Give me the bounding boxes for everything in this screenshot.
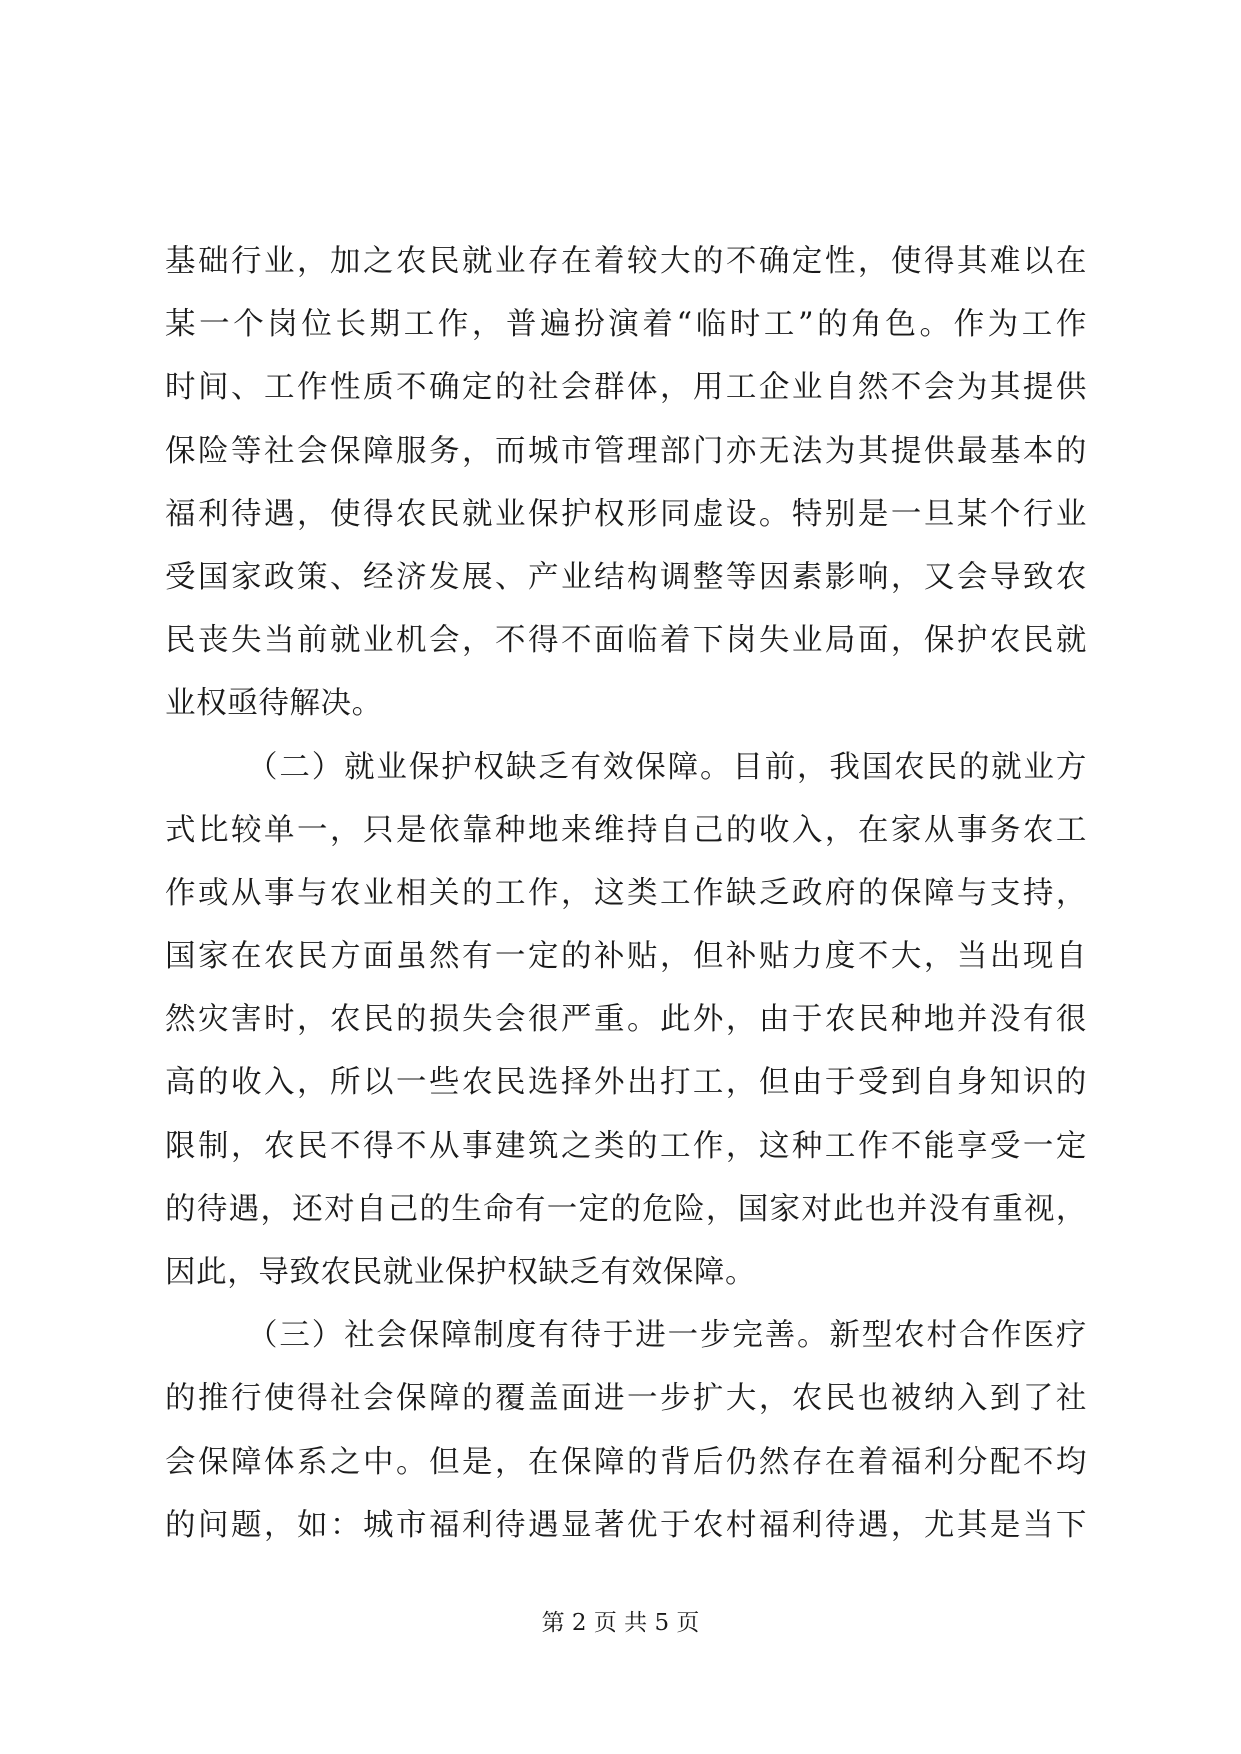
- text-line: 的待遇，还对自己的生命有一定的危险，国家对此也并没有重视，: [165, 1191, 1087, 1227]
- text-line: 业权亟待解决。: [165, 686, 383, 722]
- text-line: 限制，农民不得不从事建筑之类的工作，这种工作不能享受一定: [165, 1128, 1087, 1164]
- paragraph-3: [165, 1304, 1087, 1557]
- paragraph-2: [165, 736, 1087, 1305]
- document-body: [165, 230, 1087, 1557]
- text-line: 然灾害时，农民的损失会很严重。此外，由于农民种地并没有很: [165, 1002, 1087, 1038]
- text-line: （二）就业保护权缺乏有效保障。目前，我国农民的就业方: [247, 749, 1087, 785]
- text-line: 的问题，如：城市福利待遇显著优于农村福利待遇，尤其是当下: [165, 1507, 1087, 1543]
- text-line: 福利待遇，使得农民就业保护权形同虚设。特别是一旦某个行业: [165, 496, 1087, 532]
- text-line: 会保障体系之中。但是，在保障的背后仍然存在着福利分配不均: [165, 1444, 1087, 1480]
- text-line: 式比较单一，只是依靠种地来维持自己的收入，在家从事务农工: [165, 812, 1087, 848]
- text-line: 民丧失当前就业机会，不得不面临着下岗失业局面，保护农民就: [165, 623, 1087, 659]
- text-line: 作或从事与农业相关的工作，这类工作缺乏政府的保障与支持，: [165, 875, 1087, 911]
- text-line: 保险等社会保障服务，而城市管理部门亦无法为其提供最基本的: [165, 433, 1087, 469]
- paragraph-1: [165, 230, 1087, 736]
- text-line: 的推行使得社会保障的覆盖面进一步扩大，农民也被纳入到了社: [165, 1381, 1087, 1417]
- text-line: （三）社会保障制度有待于进一步完善。新型农村合作医疗: [247, 1318, 1087, 1354]
- page-number-footer: 第 2 页 共 5 页: [541, 1610, 700, 1636]
- text-line: 受国家政策、经济发展、产业结构调整等因素影响，又会导致农: [165, 559, 1087, 595]
- text-line: 某一个岗位长期工作，普遍扮演着“临时工”的角色。作为工作: [165, 307, 1087, 343]
- text-line: 因此，导致农民就业保护权缺乏有效保障。: [165, 1255, 757, 1290]
- text-line: 基础行业，加之农民就业存在着较大的不确定性，使得其难以在: [165, 244, 1087, 279]
- text-line: 国家在农民方面虽然有一定的补贴，但补贴力度不大，当出现自: [165, 939, 1087, 975]
- text-line: 高的收入，所以一些农民选择外出打工，但由于受到自身知识的: [165, 1065, 1087, 1101]
- text-line: 时间、工作性质不确定的社会群体，用工企业自然不会为其提供: [165, 370, 1087, 406]
